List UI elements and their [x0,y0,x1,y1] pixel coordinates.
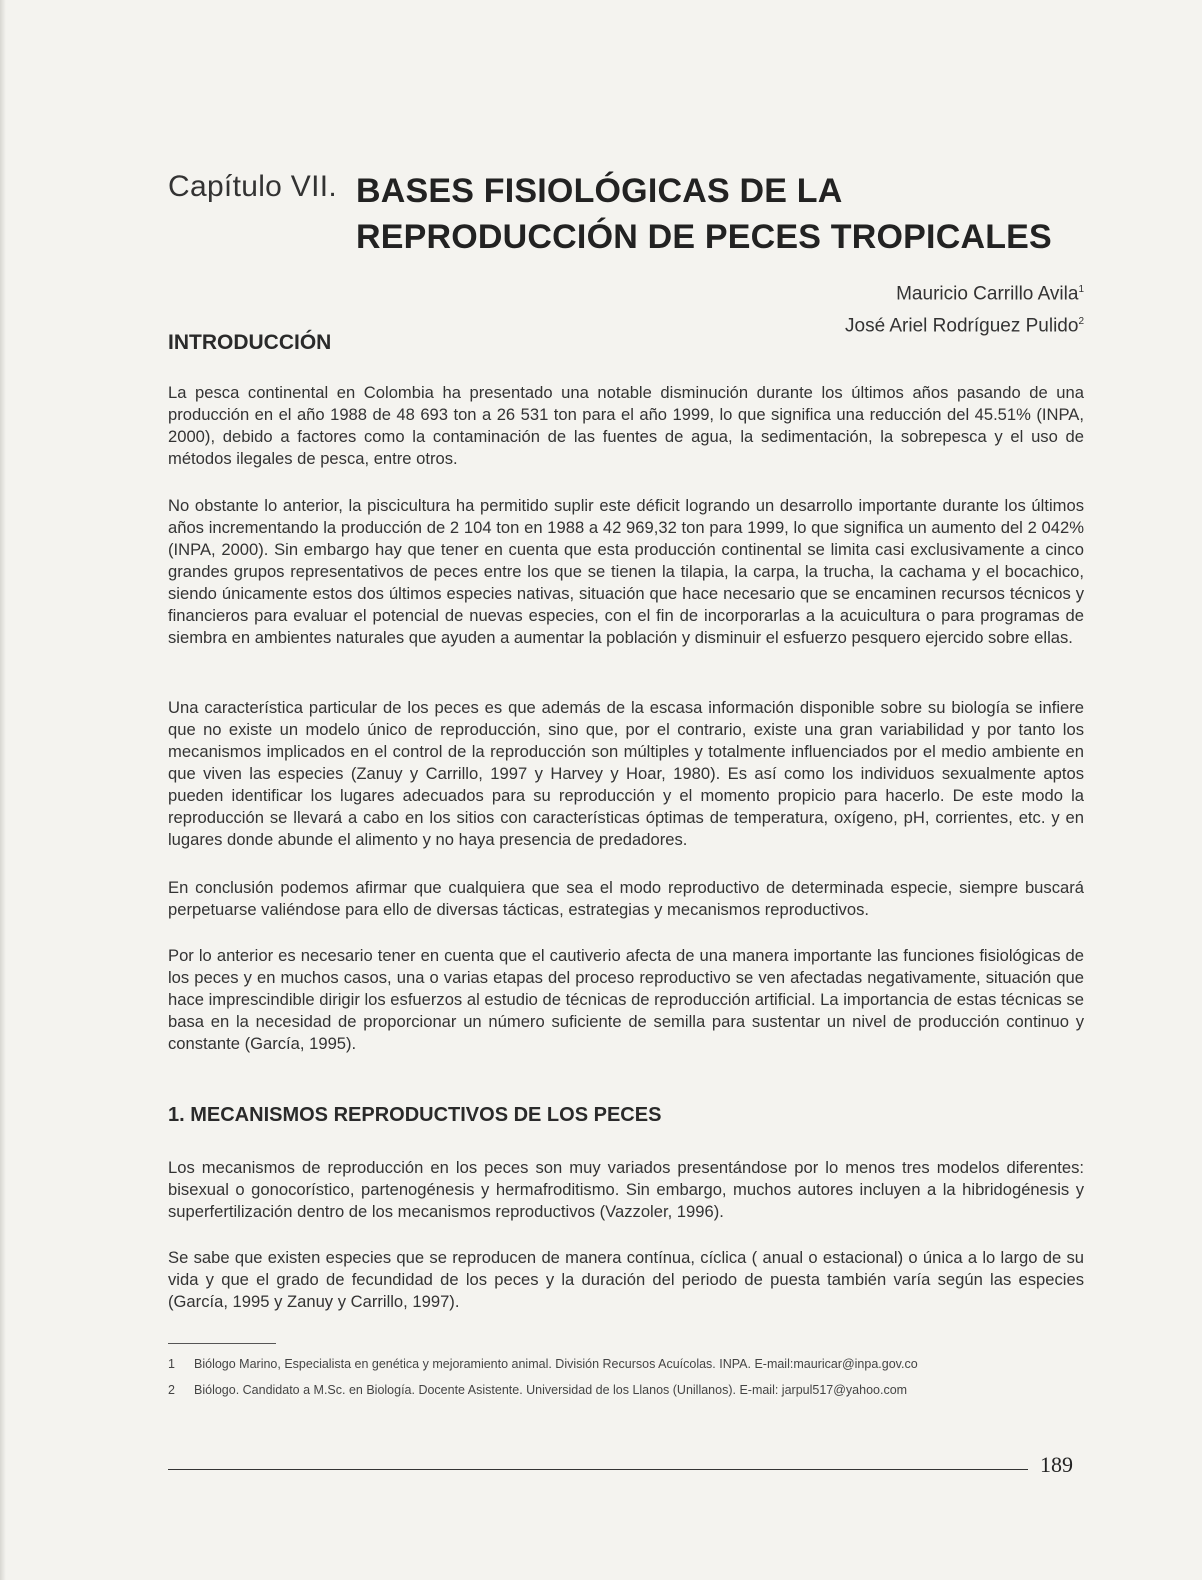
author-2-ref: 2 [1078,316,1084,328]
page-number: 189 [1040,1452,1073,1477]
section-1-paragraph: Se sabe que existen especies que se reproducen de manera contínua, cíclica ( anual o estacional) o única a lo largo de su vida y que el grado de fecundidad de los peces y la duración del periodo de puesta también varía según las especies (García, 1995 y Zanuy y Carrillo, 1997). [168,1248,1084,1311]
intro-paragraph: No obstante lo anterior, la piscicultura ha permitido suplir este déficit logrando un desarrollo importante durante los últimos años incrementando la producción de 2 104 ton en 1988 a 42 969,32 ton para 1999, lo que significa un aumento del 2 042% (INPA, 2000). Sin embargo hay que tener en cuenta que esta producción continental se limita casi exclusivamente a cinco grandes grupos representativos de peces entre los que se tienen la tilapia, la carpa, la trucha, la cachama y el bocachico, siendo únicamente estos dos últimos especies nativas, situación que hace necesario que se encaminen recursos técnicos y financieros para evaluar el potencial de nuevas especies, con el fin de incorporarlas a la acuicultura o para programas de siembra en ambientes naturales que ayuden a aumentar la población y disminuir el esfuerzo pesquero ejercido sobre ellas. [168,496,1084,647]
footnote-divider [168,1343,276,1344]
chapter-title [356,168,1116,260]
author-1-ref: 1 [1078,284,1084,295]
page-footer-rule [168,1469,1028,1470]
intro-heading: INTRODUCCIÓN [168,331,332,354]
footnote-2 [168,1383,1084,1397]
intro-paragraph: Una característica particular de los peces es que además de la escasa información disponible sobre su biología se infiere que no existe un modelo único de reproducción, sino que, por el contrario, existe una gran variabilidad y por tanto los mecanismos implicados en el control de la reproducción son múltiples y totalmente influenciados por el medio ambiente en que viven las especies (Zanuy y Carrillo, 1997 y Harvey y Hoar, 1980). Es así como los individuos sexualmente aptos pueden identificar los lugares adecuados para su reproducción y el momento propicio para hacerlo. De este modo la reproducción se llevará a cabo en los sitios con características óptimas de temperatura, oxígeno, pH, corrientes, etc. y en lugares donde abunde el alimento y no haya presencia de predadores. [168,698,1084,849]
section-1-paragraph: Los mecanismos de reproducción en los peces son muy variados presentándose por lo menos tres modelos diferentes: bisexual o gonocorístico, partenogénesis y hermafroditismo. Sin embargo, muchos autores incluyen a la hibridogénesis y superfertilización dentro de los mecanismos reproductivos (Vazzoler, 1996). [168,1158,1084,1221]
scan-edge [0,0,6,1580]
footnote-text: Biólogo. Candidato a M.Sc. en Biología. Docente Asistente. Universidad de los Llanos (Unillanos). E-mail: jarpul517@yahoo.com [194,1383,908,1397]
footnote-1 [168,1357,1084,1371]
chapter-title-line2: REPRODUCCIÓN DE PECES TROPICALES [356,218,1052,256]
author-2: José Ariel Rodríguez Pulido$^2$ [845,315,1084,337]
intro-paragraph: En conclusión podemos afirmar que cualquiera que sea el modo reproductivo de determinada especie, siempre buscará perpetuarse valiéndose para ello de diversas tácticas, estrategias y mecanismos reproductivos. [168,878,1084,919]
author-list [845,276,1084,341]
chapter-title-line1: BASES FISIOLÓGICAS DE LA [356,172,843,210]
chapter-label: Capítulo VII. [168,170,337,203]
intro-paragraph: Por lo anterior es necesario tener en cuenta que el cautiverio afecta de una manera importante las funciones fisiológicas de los peces y en muchos casos, una o varias etapas del proceso reproductivo se ven afectadas negativamente, situación que hace imprescindible dirigir los esfuerzos al estudio de técnicas de reproducción artificial. La importancia de estas técnicas se basa en la necesidad de proporcionar un número suficiente de semilla para sustentar un nivel de producción continuo y constante (García, 1995). [168,946,1084,1053]
author-1: Mauricio Carrillo Avila$^1$ [896,283,1084,305]
footnote-text: Biólogo Marino, Especialista en genética y mejoramiento animal. División Recursos Acuícolas. INPA. E-mail:mauricar@inpa.gov.co [194,1357,918,1371]
section-1-heading: 1. MECANISMOS REPRODUCTIVOS DE LOS PECES [168,1104,662,1126]
intro-paragraph: La pesca continental en Colombia ha presentado una notable disminución durante los últimos años pasando de una producción en el año 1988 de 48 693 ton a 26 531 ton para el año 1999, lo que significa una reducción del 45.51% (INPA, 2000), debido a factores como la contaminación de las fuentes de agua, la sedimentación, la sobrepesca y el uso de métodos ilegales de pesca, entre otros. [168,383,1084,468]
footnote-number: 1 [168,1357,175,1371]
footnote-number: 2 [168,1383,175,1397]
